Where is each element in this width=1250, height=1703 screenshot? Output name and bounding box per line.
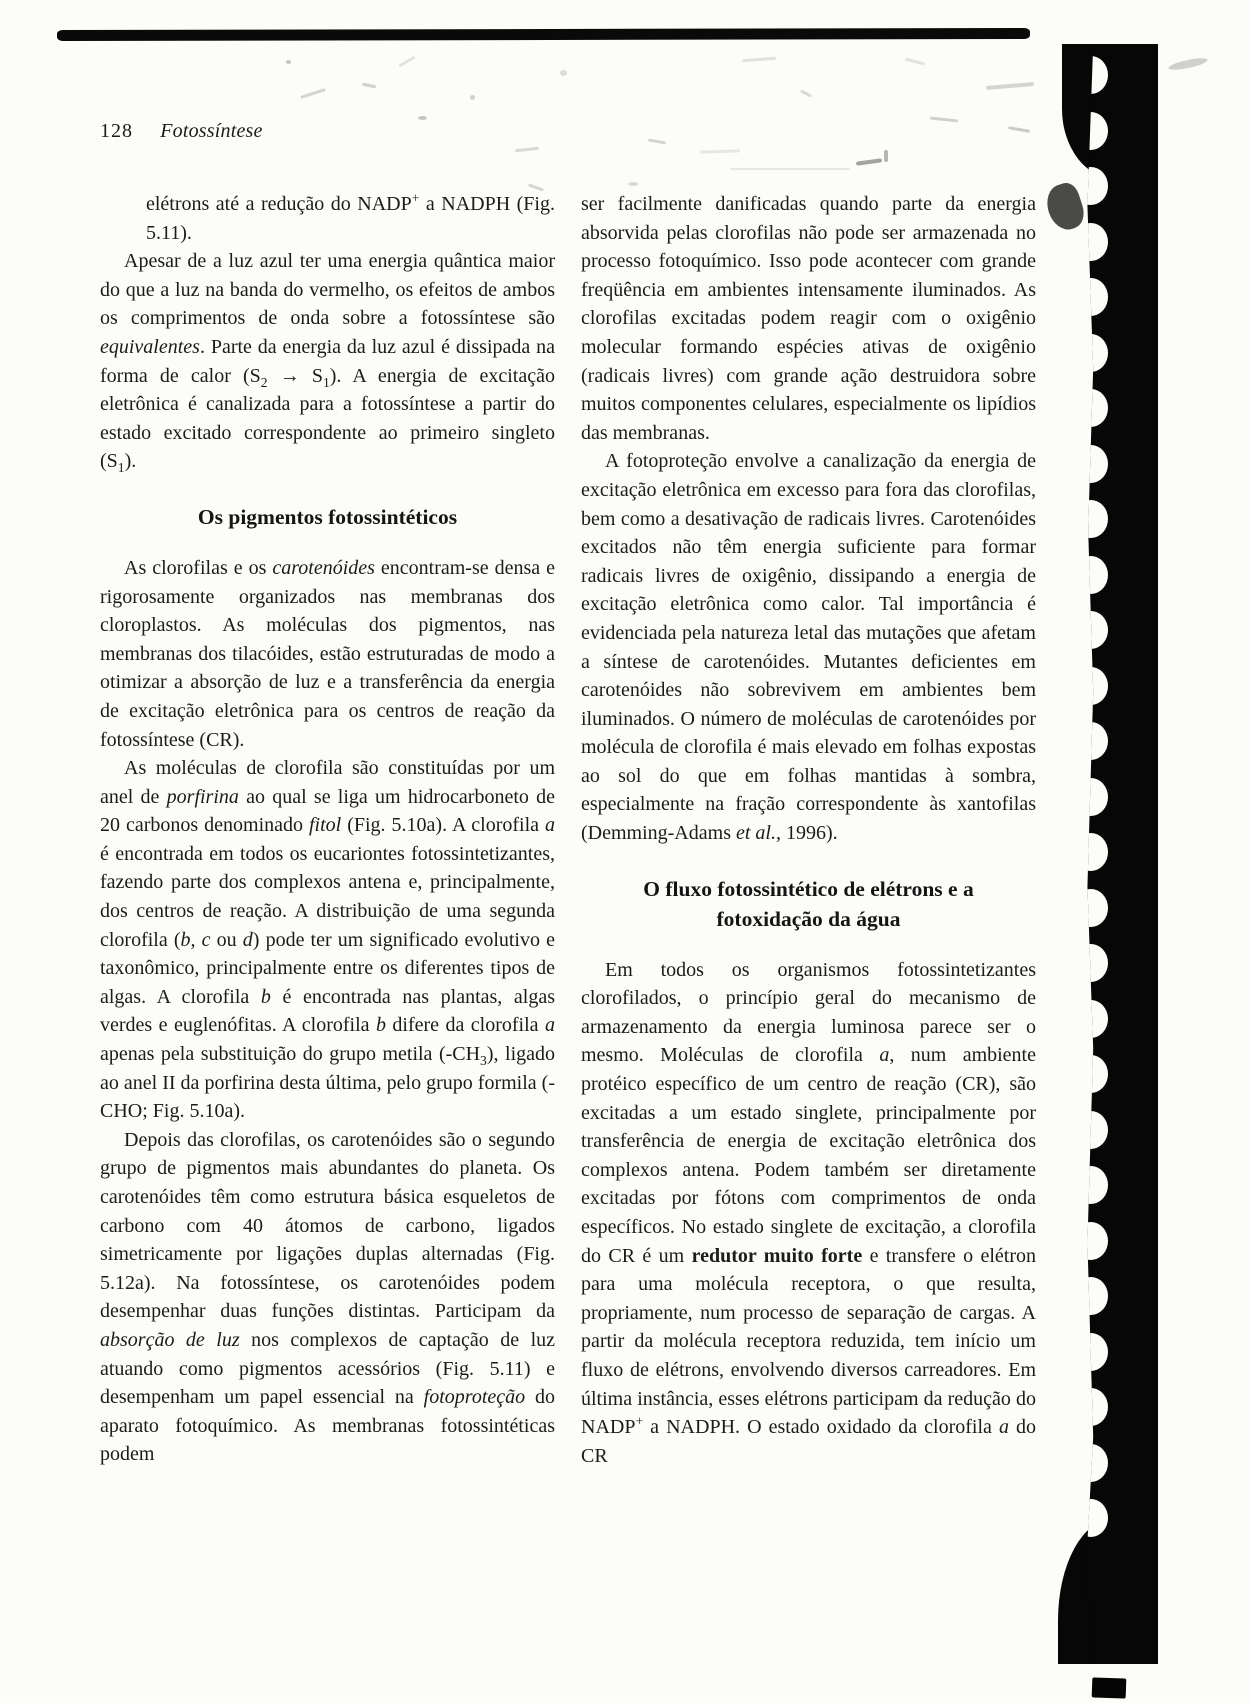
scan-speck [730,168,850,170]
scan-speck [628,182,638,186]
binding-hole-icon [1074,1277,1108,1315]
page-header [100,120,263,143]
paragraph: As moléculas de clorofila são constituídas por um anel de porfirina ao qual se liga um hidrocarboneto de 20 carbonos denominado fitol (Fig. 5.10a). A clorofila a é encontrada em todos os eucariontes fotossintetizantes, fazendo parte dos complexos antena e, principalmente, dos centros de reação. A distribuição de uma segunda clorofila (b, c ou d) pode ter um significado evolutivo e taxonômico, principalmente entre os diferentes tipos de algas. A clorofila b é encontrada nas plantas, algas verdes e euglenófitas. A clorofila b difere da clorofila a apenas pela substituição do grupo metila $(-CH_3)$, ligado ao anel II da porfirina desta última, pelo grupo formila (-CHO; Fig. 5.10a). [100,757,555,1123]
scan-speck [930,117,958,123]
scan-speck [515,147,539,152]
scan-speck [560,70,567,76]
scan-speck [286,60,291,64]
binding-hole-icon [1074,889,1108,927]
scan-speck [1008,126,1030,133]
binding-hole-icon [1074,556,1108,594]
scan-speck [362,83,376,89]
scan-speck [470,95,475,100]
scan-speck [884,150,888,162]
binding-hole-icon [1074,833,1108,871]
binding-hole-icon [1074,1333,1108,1371]
running-title: Fotossíntese [160,120,263,142]
page-number: 128 [100,120,133,142]
paragraph: Depois das clorofilas, os carotenóides são o segundo grupo de pigmentos mais abundantes do planeta. Os carotenóides têm como estrutura básica esqueletos de carbono com 40 átomos de carbono, ligados simetricamente por ligações duplas alternadas (Fig. 5.12a). Na fotossíntese, os carotenóides podem desempenhar duas funções distintas. Participam da absorção de luz nos complexos de captação de luz atuando como pigmentos acessórios (Fig. 5.11) e desempenham um papel essencial na fotoproteção do aparato fotoquímico. As membranas fotossintéticas podem [100,1128,556,1466]
binding-hole-icon [1074,389,1108,427]
scan-speck [700,149,740,153]
scan-speck [800,89,812,97]
scan-speck [1168,56,1209,72]
binding-hole-icon [1074,1000,1108,1038]
scan-speck [905,58,925,66]
binding-hole-icon [1074,1499,1108,1537]
binding-hole-icon [1074,778,1108,816]
binding-hole-icon [1074,1055,1108,1093]
binding-hole-icon [1074,278,1108,316]
binding-hole-icon [1074,500,1108,538]
binding-hole-icon [1074,1444,1108,1482]
binding-band [1086,44,1158,1664]
scan-speck [986,82,1034,90]
binding-hole-icon [1074,223,1108,261]
scan-speck [418,116,427,120]
right-column [581,190,1036,1470]
binding-hole-icon [1074,611,1108,649]
left-column [100,190,555,1470]
binding-hole-icon [1074,1111,1108,1149]
text-columns [100,190,1036,1470]
scan-speck [398,56,415,68]
binding-hole-icon [1074,667,1108,705]
scan-mark-bottom [1092,1677,1127,1698]
binding-hole-icon [1074,445,1108,483]
binding-hole-icon [1074,1388,1108,1426]
scan-speck [300,88,326,99]
binding-hole-icon [1074,1222,1108,1260]
binding-hole-icon [1074,722,1108,760]
binding-hole-icon [1074,1166,1108,1204]
binding-hole-icon [1074,944,1108,982]
scan-speck [856,158,882,166]
section-heading-pigmentos: Os pigmentos fotossintéticos [197,504,458,529]
binding-hole-icon [1074,334,1108,372]
paragraph: Em todos os organismos fotossintetizantes clorofilados, o princípio geral do mecanismo de armazenamento da energia luminosa parece ser o mesmo. Moléculas de clorofila a, num ambiente protéico específico de um centro de reação (CR), são excitadas a um estado singlete, principalmente por transferência de energia de excitação eletrônica dos complexos antena. Podem também ser diretamente excitadas por fótons com comprimentos de onda específicos. No estado singlete de excitação, a clorofila do CR é um redutor muito forte e transfere o elétron para uma molécula receptora, o que resulta, propriamente, num processo de separação de cargas. A partir da molécula receptora reduzida, tem início um fluxo de elétrons, envolvendo diversos carreadores. Em última instância, esses elétrons participam da redução do NADP+ a NADPH. O estado oxidado da clorofila a do CR [581,958,1037,1467]
continued-paragraph: elétrons até a redução do NADP+ a NADPH (Fig. 5.11). [146,190,555,244]
scan-speck [648,138,666,144]
paragraph: As clorofilas e os carotenóides encontram-se densa e rigorosamente organizados nas membranas dos cloroplastos. As moléculas dos pigmentos, nas membranas dos tilacóides, estão estruturadas de modo a otimizar a absorção de luz e a transferência da energia de excitação eletrônica para os centros de reação da fotossíntese (CR). [100,556,556,751]
section-heading-fluxo: O fluxo fotossintético de elétrons e a fotoxidação da água [643,876,974,931]
scan-speck [742,57,776,62]
paragraph: A fotoproteção envolve a canalização da energia de excitação eletrônica em excesso para fora das clorofilas, bem como a desativação de radicais livres. Carotenóides excitados não têm energia suficiente para formar radicais livres de oxigênio, dissipando a energia de excitação eletrônica como calor. Tal importância é evidenciada pela natureza letal das mutações que afetam a síntese de carotenóides. Mutantes deficientes em carotenóides não sobrevivem em ambientes bem iluminados. O número de moléculas de carotenóides por molécula de clorofila é mais elevado em folhas expostas ao sol do que em folhas mantidas à sombra, especialmente na fração correspondente às xantofilas (Demming-Adams et al., 1996). [581,450,1036,845]
continued-paragraph: ser facilmente danificadas quando parte da energia absorvida pelas clorofilas não pode ser armazenada no processo fotoquímico. Isso pode acontecer com grande freqüência em ambientes intensamente iluminados. As clorofilas excitadas podem reagir com o oxigênio molecular formando espécies ativas de oxigênio (radicais livres) com grande ação destruidora sobre muitos componentes celulares, especialmente os lipídios das membranas. [581,193,1036,444]
paragraph: Apesar de a luz azul ter uma energia quântica maior do que a luz na banda do vermelho, os efeitos de ambos os comprimentos de onda sobre a fotossíntese são equivalentes. Parte da energia da luz azul é dissipada na forma de calor $(S_2 \to S_1)$. A energia de excitação eletrônica é canalizada para a fotossíntese a partir do estado excitado correspondente ao primeiro singleto $(S_1)$. [100,250,555,476]
binding-strip [1066,44,1158,1664]
